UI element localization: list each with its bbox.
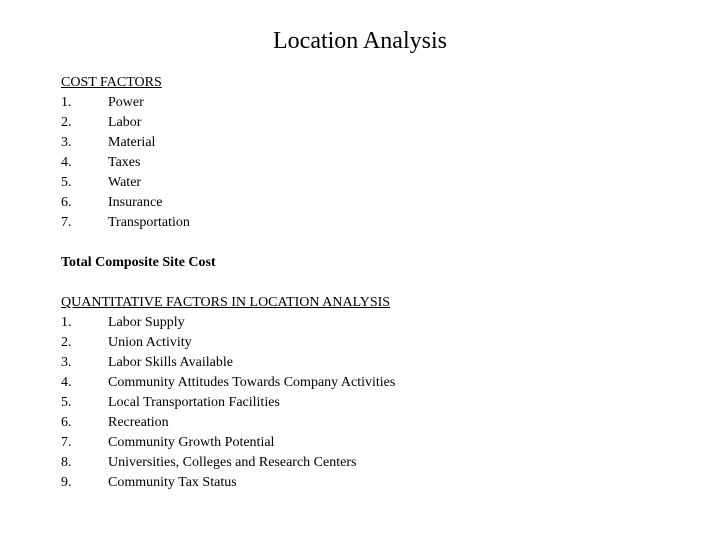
quantitative-factors-heading: QUANTITATIVE FACTORS IN LOCATION ANALYSIS — [61, 295, 391, 310]
item-number: 4. — [61, 375, 72, 390]
item-number: 5. — [61, 395, 72, 410]
list-item — [61, 193, 395, 213]
item-number: 4. — [61, 155, 72, 170]
item-number: 3. — [61, 355, 72, 370]
item-number: 5. — [61, 175, 72, 190]
quantitative-factors-list — [61, 313, 395, 493]
slide-content — [61, 73, 395, 493]
list-item — [61, 353, 395, 373]
list-item — [61, 453, 395, 473]
item-label: Labor — [108, 115, 142, 130]
item-label: Water — [108, 175, 142, 190]
item-label: Community Attitudes Towards Company Activities — [108, 375, 396, 390]
list-item — [61, 433, 395, 453]
item-label: Community Growth Potential — [108, 435, 275, 450]
list-item — [61, 393, 395, 413]
item-number: 9. — [61, 475, 72, 490]
total-composite-site-cost: Total Composite Site Cost — [61, 255, 216, 270]
item-label: Labor Supply — [108, 315, 185, 330]
item-number: 1. — [61, 315, 72, 330]
item-label: Transportation — [108, 215, 190, 230]
list-item — [61, 213, 395, 233]
item-label: Community Tax Status — [108, 475, 237, 490]
item-number: 7. — [61, 215, 72, 230]
cost-factors-list — [61, 93, 395, 233]
list-item — [61, 473, 395, 493]
item-number: 3. — [61, 135, 72, 150]
item-number: 2. — [61, 335, 72, 350]
item-label: Union Activity — [108, 335, 192, 350]
item-number: 6. — [61, 195, 72, 210]
item-number: 1. — [61, 95, 72, 110]
list-item — [61, 413, 395, 433]
list-item — [61, 133, 395, 153]
list-item — [61, 373, 395, 393]
item-number: 2. — [61, 115, 72, 130]
spacer — [61, 273, 395, 293]
item-label: Power — [108, 95, 144, 110]
page-title: Location Analysis — [273, 28, 447, 54]
item-label: Material — [108, 135, 156, 150]
item-label: Insurance — [108, 195, 163, 210]
cost-factors-heading: COST FACTORS — [61, 75, 162, 90]
list-item — [61, 173, 395, 193]
item-number: 8. — [61, 455, 72, 470]
item-number: 7. — [61, 435, 72, 450]
list-item — [61, 313, 395, 333]
item-label: Labor Skills Available — [108, 355, 233, 370]
item-label: Universities, Colleges and Research Centers — [108, 455, 357, 470]
list-item — [61, 113, 395, 133]
list-item — [61, 153, 395, 173]
item-label: Taxes — [108, 155, 141, 170]
list-item — [61, 333, 395, 353]
list-item — [61, 93, 395, 113]
item-label: Recreation — [108, 415, 169, 430]
item-number: 6. — [61, 415, 72, 430]
item-label: Local Transportation Facilities — [108, 395, 280, 410]
